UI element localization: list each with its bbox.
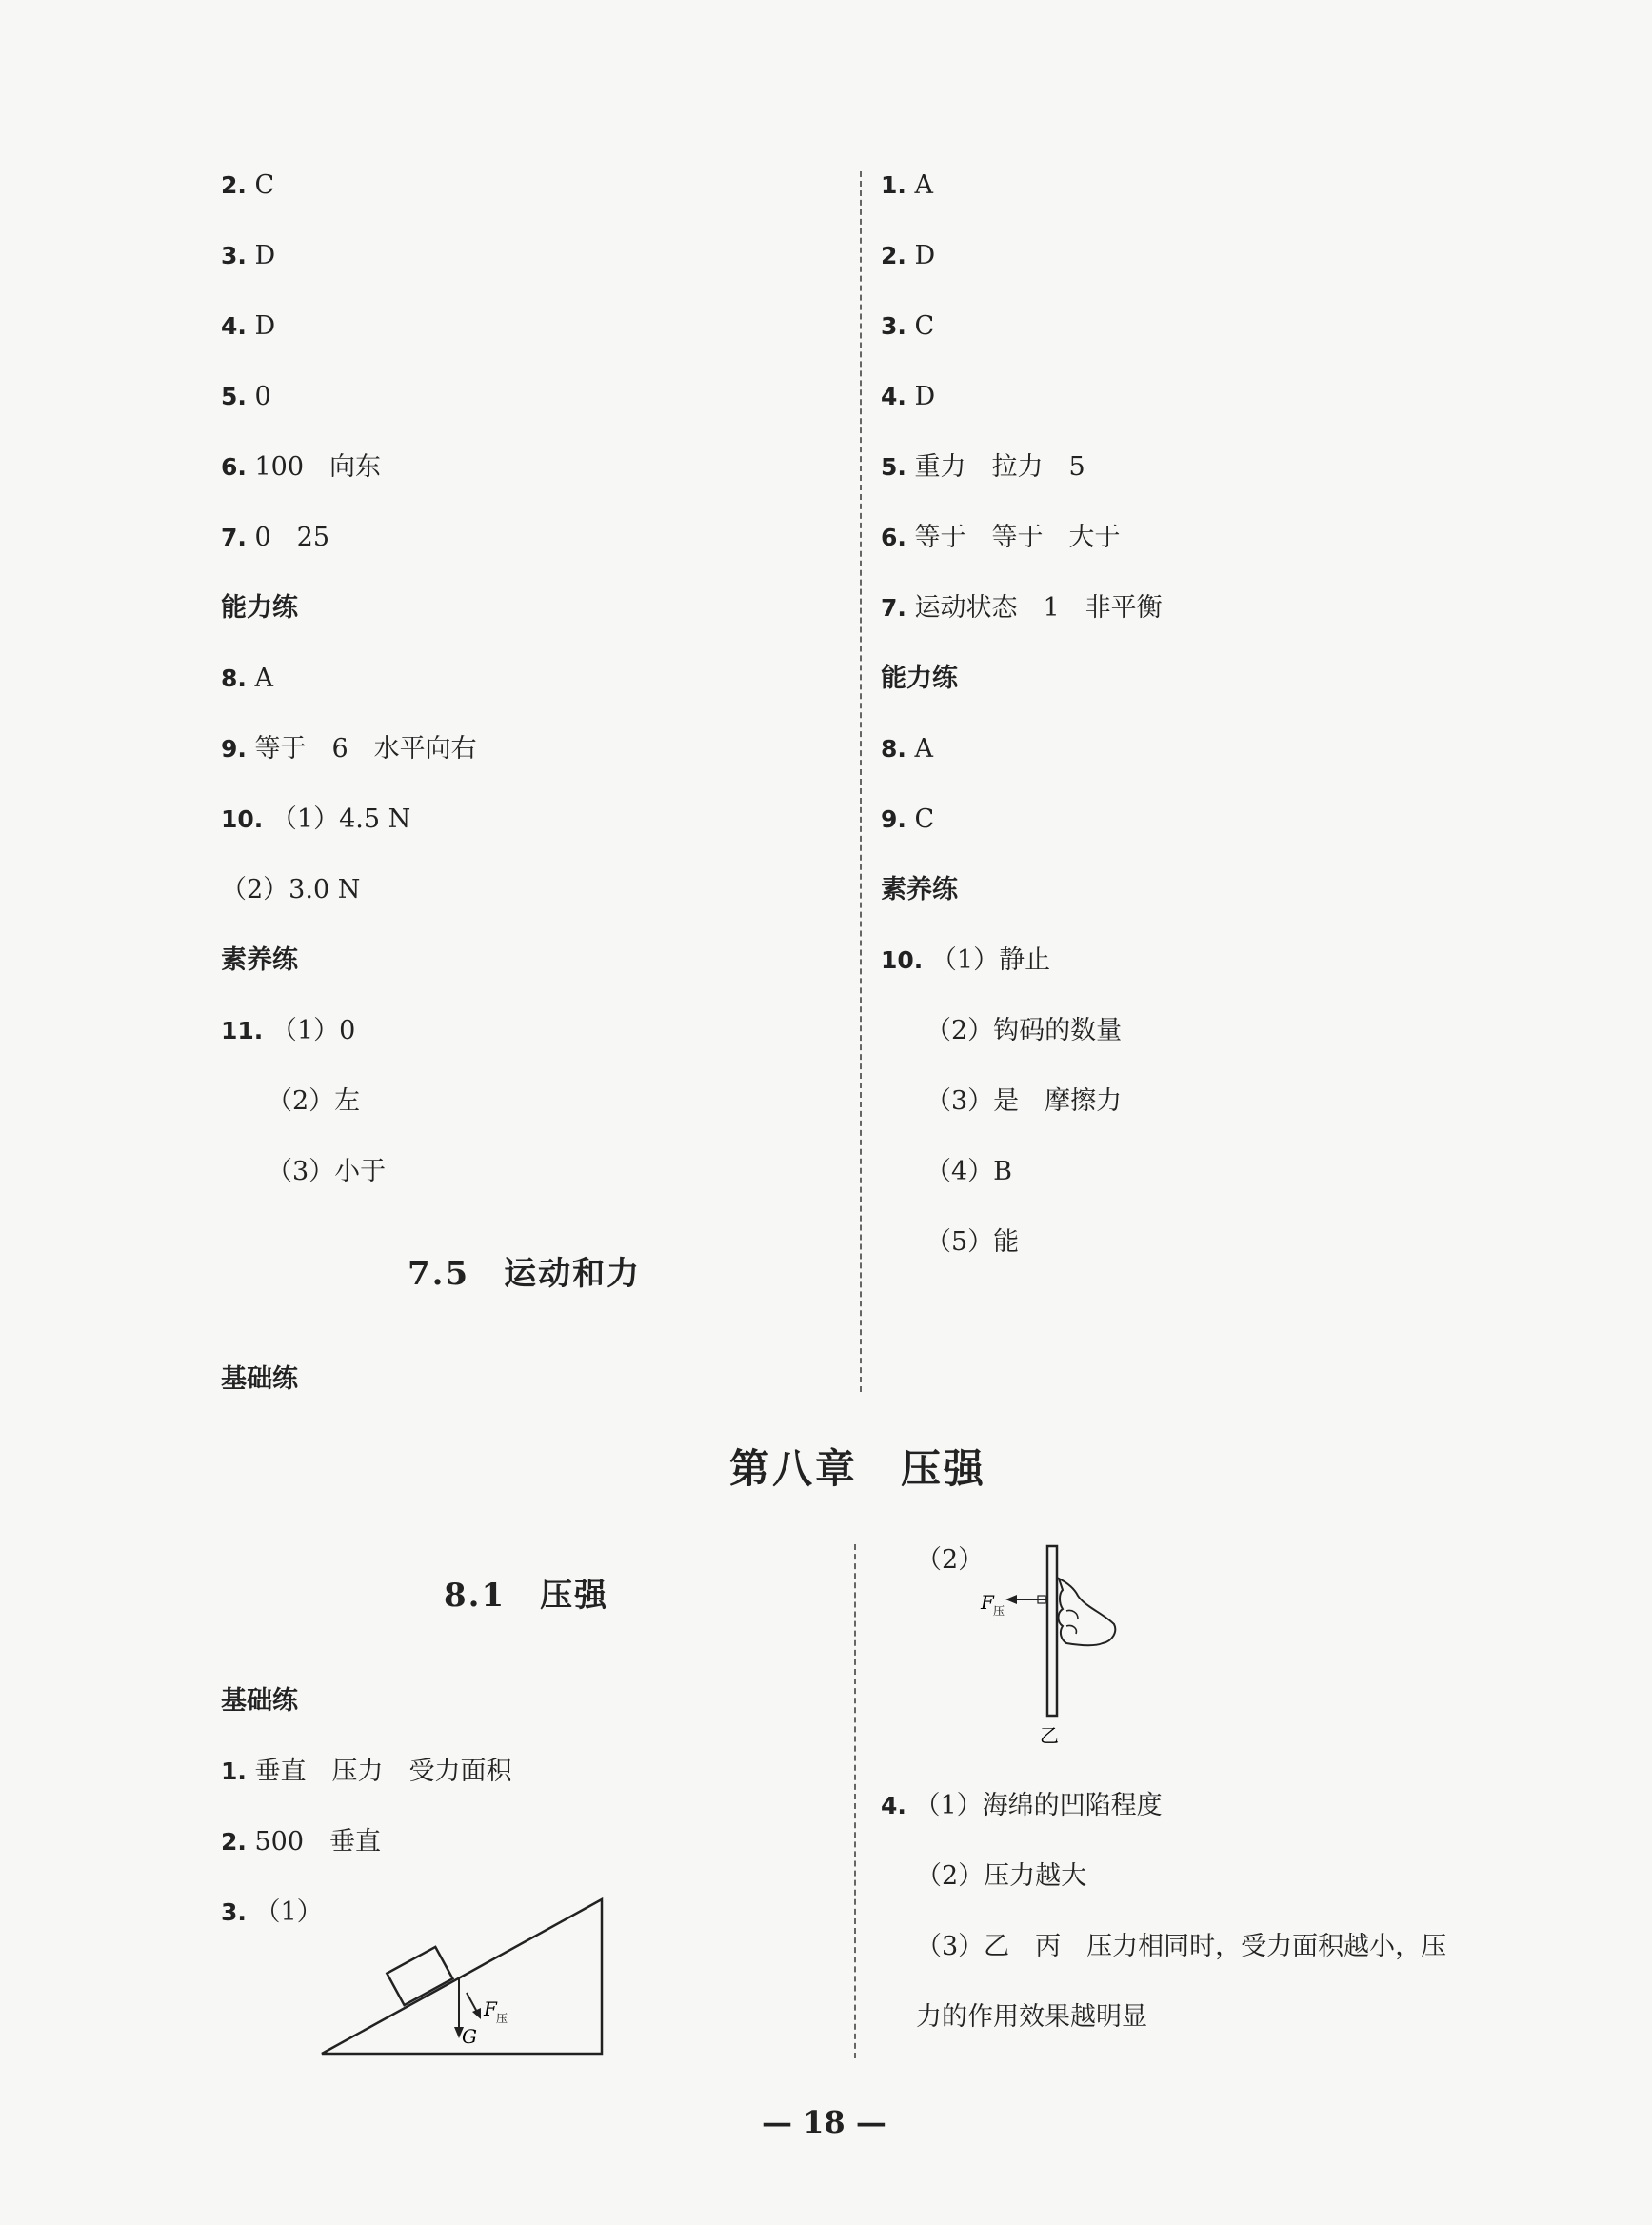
block: [387, 1947, 452, 2005]
section-title: 8.1 压强: [444, 1577, 609, 1615]
figure-caption: 乙: [1040, 1724, 1059, 1747]
answer-subitem: （3）是 摩擦力: [926, 1086, 1123, 1116]
answer-item: 4. （1）海绵的凹陷程度: [881, 1791, 1163, 1820]
answer-subitem: （2）钩码的数量: [926, 1016, 1123, 1045]
answer-item: 1. 垂直 压力 受力面积: [221, 1757, 512, 1786]
answer-subitem: （4）B: [926, 1157, 1013, 1186]
ability-heading: 能力练: [221, 593, 298, 623]
force-subscript: 压: [993, 1604, 1005, 1618]
answer-item: 7. 0 25: [221, 523, 330, 552]
incline-force-diagram: [314, 1890, 609, 2061]
answer-item: 2. 500 垂直: [221, 1827, 382, 1857]
section-title: 7.5 运动和力: [408, 1255, 642, 1293]
answer-item: 4. D: [221, 311, 276, 341]
answer-subitem-continued: 力的作用效果越明显: [916, 2002, 1147, 2032]
ability-heading: 能力练: [881, 664, 958, 693]
answer-item: 2. C: [221, 170, 275, 200]
answer-item: 10. （1）4.5 N: [221, 805, 411, 834]
answer-item: 1. A: [881, 170, 933, 200]
chapter-title: 第八章 压强: [729, 1445, 987, 1492]
answer-item: 6. 等于 等于 大于: [881, 523, 1121, 552]
answer-item: 3. （1）: [221, 1897, 323, 1927]
force-subscript: 压: [496, 2012, 508, 2025]
answer-subitem: （2）3.0 N: [221, 875, 361, 904]
wall-force-diagram: [971, 1540, 1143, 1750]
answer-item: 3. C: [881, 311, 935, 341]
answer-item: 4. D: [881, 382, 936, 411]
literacy-heading: 素养练: [221, 945, 298, 975]
answer-item: 8. A: [881, 734, 933, 764]
answer-item: 10. （1）静止: [881, 945, 1051, 975]
gravity-label: G: [462, 2025, 477, 2048]
force-label: F: [981, 1591, 994, 1614]
answer-item: 6. 100 向东: [221, 452, 382, 482]
board: [1047, 1546, 1057, 1716]
answer-subitem: （5）能: [926, 1227, 1020, 1257]
answer-item: 7. 运动状态 1 非平衡: [881, 593, 1163, 623]
column-divider: [854, 1544, 856, 2058]
column-divider: [860, 171, 862, 1392]
answer-item: 5. 0: [221, 382, 271, 411]
hand: [1059, 1579, 1116, 1645]
answer-subitem: （2）: [916, 1545, 985, 1575]
answer-subitem: （3）小于: [267, 1157, 387, 1186]
force-label: F: [484, 1997, 497, 2020]
answer-subitem: （2）左: [267, 1086, 361, 1116]
answer-subitem: （3）乙 丙 压力相同时，受力面积越小，压: [916, 1932, 1447, 1961]
page-number: — 18 —: [762, 2104, 886, 2140]
answer-item: 8. A: [221, 664, 273, 693]
answer-item: 9. 等于 6 水平向右: [221, 734, 477, 764]
answer-item: 9. C: [881, 805, 935, 834]
literacy-heading: 素养练: [881, 875, 958, 904]
answer-item: 3. D: [221, 241, 276, 270]
answer-item: 5. 重力 拉力 5: [881, 452, 1085, 482]
basic-heading: 基础练: [221, 1686, 298, 1716]
basic-heading: 基础练: [221, 1364, 298, 1394]
answer-subitem: （2）压力越大: [916, 1861, 1087, 1891]
answer-item: 11. （1）0: [221, 1016, 356, 1045]
answer-item: 2. D: [881, 241, 936, 270]
